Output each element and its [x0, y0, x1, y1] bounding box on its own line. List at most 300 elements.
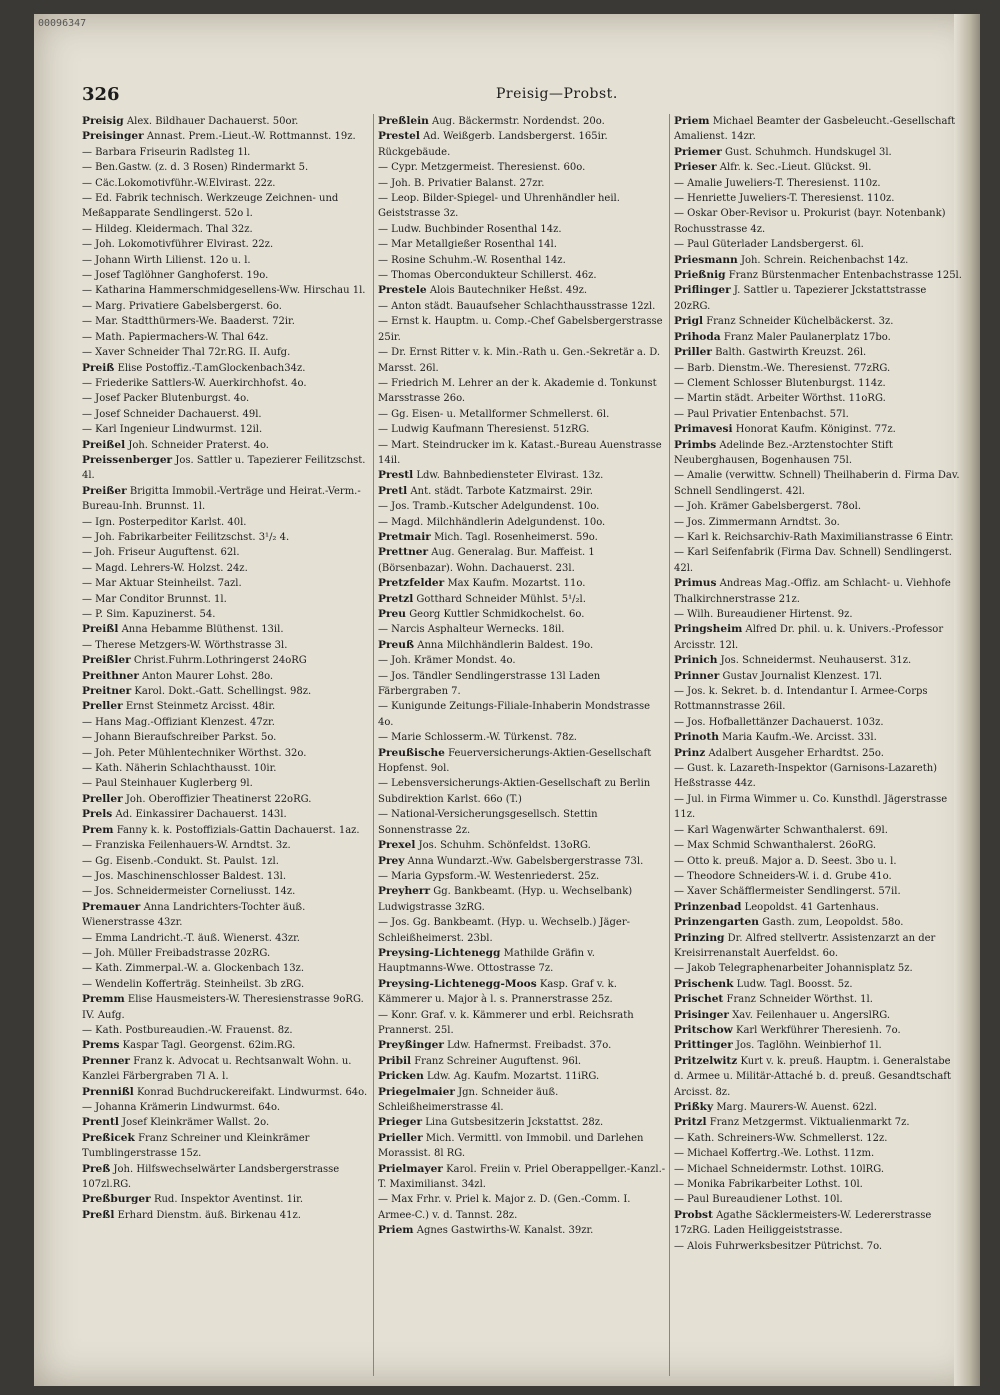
entry-text: — Monika Fabrikarbeiter Lothst. 10l. — [674, 1179, 863, 1191]
entry-text: — Gust. k. Lazareth-Inspektor (Garnisons-Lazareth) Heßstrasse 44z. — [674, 763, 938, 790]
entry-text: Gg. Bankbeamt. (Hyp. u. Wechselbank) Ludwigstrasse 3zRG. — [378, 886, 633, 913]
entry-text: — Karl k. Reichsarchiv-Rath Maximilianstrasse 6 Eintr. — [674, 531, 954, 543]
entry-surname: Priller — [674, 346, 712, 359]
directory-entry — [82, 484, 370, 515]
directory-entry — [378, 176, 666, 191]
directory-entry — [378, 283, 666, 298]
directory-entry — [674, 1008, 962, 1023]
entry-text: — Mar Conditor Brunnst. 1l. — [82, 593, 227, 605]
entry-surname: Prischenk — [674, 977, 734, 990]
entry-surname: Preß — [82, 1162, 111, 1175]
directory-entry — [378, 946, 666, 977]
entry-text: — Gg. Eisen- u. Metallformer Schmellerst. 6l. — [378, 408, 610, 420]
directory-entry — [378, 253, 666, 268]
entry-text: — Cäc.Lokomotivführ.-W.Elvirast. 22z. — [82, 177, 276, 189]
entry-surname: Prinzenbad — [674, 900, 742, 913]
entry-text: Karl Werkführer Theresienh. 7o. — [735, 1024, 901, 1036]
entry-surname: Pretl — [378, 484, 408, 497]
entry-text: Jos. Schuhm. Schönfeldst. 13oRG. — [418, 840, 591, 852]
entry-surname: Priemer — [674, 145, 722, 158]
entry-text: Franz Metzgermst. Viktualienmarkt 7z. — [709, 1117, 910, 1129]
entry-text: Ant. städt. Tarbote Katzmairst. 29ir. — [410, 485, 593, 497]
column-divider — [373, 114, 374, 1376]
entry-text: Kaspar Tagl. Georgenst. 62im.RG. — [122, 1040, 296, 1052]
column-middle — [378, 114, 666, 1376]
entry-text: — Wilh. Bureaudiener Hirtenst. 9z. — [674, 609, 853, 620]
entry-text: Maria Kaufm.-We. Arcisst. 33l. — [722, 732, 877, 744]
entry-text: — Narcis Asphalteur Wernecks. 18il. — [378, 624, 565, 636]
entry-text: Franz Schneider Küchelbäckerst. 3z. — [706, 316, 894, 328]
entry-surname: Prischet — [674, 993, 724, 1006]
entry-text: Ldw. Hafnermst. Freibadst. 37o. — [447, 1040, 612, 1052]
entry-text: — Ben.Gastw. (z. d. 3 Rosen) Rindermarkt 5. — [82, 162, 309, 174]
entry-surname: Premm — [82, 993, 125, 1006]
entry-surname: Pretzfelder — [378, 577, 445, 590]
entry-text: — Jos. Schneidermeister Corneliusst. 14z. — [82, 886, 296, 898]
entry-text: — Martin städt. Arbeiter Wörthst. 11oRG. — [674, 393, 886, 405]
entry-text: — Otto k. preuß. Major a. D. Seest. 3bo u. l. — [674, 855, 897, 867]
directory-entry — [674, 1146, 962, 1161]
directory-entry — [674, 1177, 962, 1192]
entry-text: — Jos. Zimmermann Arndtst. 3o. — [674, 516, 840, 528]
entry-text: — Jos. Tramb.-Kutscher Adelgundenst. 10o. — [378, 501, 600, 513]
directory-entry — [82, 622, 370, 637]
entry-surname: Preßicek — [82, 1131, 135, 1144]
directory-entry — [378, 1008, 666, 1039]
directory-entry — [82, 191, 370, 222]
entry-text: Joh. Schneider Praterst. 4o. — [128, 439, 269, 451]
entry-text: Anna Hebamme Blüthenst. 13il. — [121, 624, 284, 636]
entry-text: Michael Beamter der Gasbeleucht.-Gesellschaft Amalienst. 14zr. — [674, 116, 956, 143]
entry-surname: Prentl — [82, 1116, 119, 1129]
directory-entry — [82, 330, 370, 345]
entry-text: — Therese Metzgers-W. Wörthstrasse 3l. — [82, 639, 288, 651]
directory-entry — [674, 1100, 962, 1115]
directory-entry — [674, 684, 962, 715]
entry-surname: Preller — [82, 792, 123, 805]
entry-text: — Dr. Ernst Ritter v. k. Min.-Rath u. Gen.-Sekretär a. D. Marsst. 26l. — [378, 347, 661, 374]
directory-entry — [378, 607, 666, 622]
entry-text: Alex. Bildhauer Dachauerst. 50or. — [126, 116, 299, 127]
entry-text: Balth. Gastwirth Kreuzst. 26l. — [715, 347, 867, 359]
entry-text: Karol. Dokt.-Gatt. Schellingst. 98z. — [134, 686, 312, 698]
directory-entry — [674, 499, 962, 514]
entry-text: Anna Wundarzt.-Ww. Gabelsbergerstrasse 73l. — [407, 855, 644, 867]
directory-entry — [674, 792, 962, 823]
directory-entry — [82, 884, 370, 899]
directory-entry — [674, 314, 962, 329]
directory-entry — [674, 746, 962, 761]
entry-surname: Prielmayer — [378, 1162, 443, 1175]
directory-entry — [82, 1115, 370, 1130]
entry-text: — Jos. Gg. Bankbeamt. (Hyp. u. Wechselb.) Jäger-Schleißheimerst. 23bl. — [378, 917, 631, 944]
entry-text: Karol. Freiin v. Priel Oberappellger.-Kanzl.-T. Maximilianst. 34zl. — [378, 1163, 666, 1191]
entry-surname: Prexel — [378, 839, 416, 852]
directory-entry — [674, 961, 962, 976]
entry-text: — Joh. Krämer Gabelsbergerst. 78ol. — [674, 501, 862, 513]
entry-text: Gustav Journalist Klenzest. 17l. — [722, 670, 883, 682]
entry-text: — Max Schmid Schwanthalerst. 26oRG. — [674, 840, 877, 852]
directory-entry — [378, 1192, 666, 1223]
directory-entry — [82, 684, 370, 699]
entry-text: Ad. Weißgerb. Landsbergerst. 165ir. Rückgebäude. — [378, 131, 608, 158]
entry-text: Aug. Bäckermstr. Nordendst. 20o. — [432, 116, 605, 127]
entry-text: — Josef Taglöhner Ganghoferst. 19o. — [82, 270, 269, 282]
directory-entry — [674, 1115, 962, 1130]
entry-text: — Hildeg. Kleidermach. Thal 32z. — [82, 223, 253, 235]
directory-page — [34, 14, 980, 1386]
directory-entry — [378, 499, 666, 514]
entry-text: Jos. Sattler u. Tapezierer Feilitzschst. 4l. — [82, 454, 366, 482]
page-number: 326 — [82, 84, 120, 105]
directory-entry — [82, 869, 370, 884]
directory-entry — [674, 391, 962, 406]
entry-text: — Anton städt. Bauaufseher Schlachthausstrasse 12zl. — [378, 300, 656, 312]
entry-surname: Preuß — [378, 638, 415, 651]
directory-entry — [82, 746, 370, 761]
entry-surname: Preißl — [82, 623, 119, 636]
entry-surname: Prinz — [674, 746, 706, 759]
entry-text: — Barbara Friseurin Radlsteg 1l. — [82, 146, 251, 158]
directory-entry — [82, 730, 370, 745]
directory-entry — [82, 653, 370, 668]
entry-text: — Konr. Graf. v. k. Kämmerer und erbl. Reichsrath Prannerst. 25l. — [378, 1009, 634, 1036]
column-left — [82, 114, 370, 1376]
entry-text: — Emma Landricht.-T. äuß. Wienerst. 43zr. — [82, 932, 300, 944]
directory-entry — [674, 422, 962, 437]
entry-text: Ernst Steinmetz Arcisst. 48ir. — [125, 701, 276, 713]
entry-surname: Probst — [674, 1208, 713, 1221]
entry-surname: Prieser — [674, 161, 717, 174]
entry-text: Ldw. Ag. Kaufm. Mozartst. 11iRG. — [427, 1071, 600, 1083]
directory-entry — [82, 561, 370, 576]
entry-text: Christ.Fuhrm.Lothringerst 24oRG — [133, 655, 307, 667]
entry-surname: Preitner — [82, 685, 132, 698]
entry-text: Gotthard Schneider Mühlst. 5¹/₂l. — [416, 593, 586, 605]
directory-entry — [82, 222, 370, 237]
directory-entry — [674, 915, 962, 930]
directory-entry — [674, 176, 962, 191]
entry-text: — Mar Metallgießer Rosenthal 14l. — [378, 239, 557, 251]
directory-entry — [674, 515, 962, 530]
directory-entry — [674, 330, 962, 345]
entry-surname: Prinner — [674, 669, 720, 682]
column-right — [674, 114, 962, 1376]
entry-surname: Prestele — [378, 284, 427, 297]
entry-surname: Preißel — [82, 438, 126, 451]
entry-text: — Paul Bureaudiener Lothst. 10l. — [674, 1194, 843, 1206]
entry-text: — Thomas Obercondukteur Schillerst. 46z. — [378, 270, 597, 282]
directory-entry — [674, 145, 962, 160]
directory-entry — [82, 530, 370, 545]
directory-entry — [82, 114, 370, 129]
directory-entry — [82, 145, 370, 160]
directory-entry — [674, 237, 962, 252]
entry-text: — Leop. Bilder-Spiegel- und Uhrenhändler heil. Geiststrasse 3z. — [378, 193, 620, 220]
running-head: Preisig—Probst. — [496, 86, 618, 102]
directory-entry — [674, 545, 962, 576]
entry-text: — Amalie Juweliers-T. Theresienst. 110z. — [674, 177, 881, 189]
directory-entry — [378, 776, 666, 807]
directory-entry — [674, 761, 962, 792]
directory-entry — [674, 345, 962, 360]
directory-entry — [378, 1131, 666, 1162]
directory-entry — [82, 1023, 370, 1038]
directory-entry — [378, 422, 666, 437]
entry-text: — Jos. k. Sekret. b. d. Intendantur I. Armee-Corps Rottmannstrasse 26il. — [674, 686, 928, 713]
entry-surname: Primbs — [674, 438, 717, 451]
entry-surname: Preysing-Lichtenegg — [378, 946, 501, 959]
entry-surname: Prem — [82, 823, 114, 836]
entry-text: — Katharina Hammerschmidgesellens-Ww. Hirschau 1l. — [82, 285, 366, 297]
entry-surname: Pritzl — [674, 1116, 707, 1129]
entry-surname: Preyßinger — [378, 1039, 444, 1052]
entry-text: Feuerversicherungs-Aktien-Gesellschaft Hopfenst. 9ol. — [378, 747, 652, 775]
directory-entry — [674, 622, 962, 653]
entry-text: — Gg. Eisenb.-Condukt. St. Paulst. 1zl. — [82, 855, 279, 867]
directory-entry — [378, 977, 666, 1008]
directory-entry — [378, 268, 666, 283]
directory-entry — [378, 1223, 666, 1238]
entry-text: Agathe Säcklermeisters-W. Ledererstrasse 17zRG. Laden Heiliggeiststrasse. — [674, 1209, 932, 1237]
entry-text: — Magd. Lehrers-W. Holzst. 24z. — [82, 562, 248, 574]
entry-surname: Prittinger — [674, 1039, 733, 1052]
entry-text: — Joh. B. Privatier Balanst. 27zr. — [378, 177, 545, 189]
entry-text: Jos. Schneidermst. Neuhauserst. 31z. — [720, 655, 912, 667]
entry-text: Gasth. zum, Leopoldst. 58o. — [762, 917, 904, 929]
entry-surname: Prieger — [378, 1116, 423, 1129]
entry-text: — Henriette Juweliers-T. Theresienst. 110z. — [674, 193, 895, 205]
entry-text: — Ludwig Kaufmann Theresienst. 51zRG. — [378, 424, 590, 436]
entry-text: — Kunigunde Zeitungs-Filiale-Inhaberin Mondstrasse 4o. — [378, 701, 651, 728]
entry-text: Elise Hausmeisters-W. Theresienstrasse 9oRG. IV. Aufg. — [82, 994, 364, 1021]
entry-text: — Karl Wagenwärter Schwanthalerst. 69l. — [674, 824, 888, 836]
entry-text: — Johann Wirth Lilienst. 12o u. l. — [82, 254, 251, 266]
directory-entry — [674, 268, 962, 283]
directory-entry — [82, 823, 370, 838]
directory-entry — [378, 854, 666, 869]
entry-surname: Pritzelwitz — [674, 1054, 738, 1067]
directory-entry — [378, 468, 666, 483]
directory-entry — [82, 268, 370, 283]
entry-surname: Prestel — [378, 130, 420, 143]
directory-entry — [674, 1023, 962, 1038]
entry-text: — Lebensversicherungs-Aktien-Gesellschaft zu Berlin Subdirektion Karlst. 66o (T.) — [378, 778, 651, 805]
entry-text: — Karl Seifenfabrik (Firma Dav. Schnell) Sendlingerst. 42l. — [674, 547, 952, 574]
entry-text: Ldw. Bahnbediensteter Elvirast. 13z. — [416, 470, 604, 482]
entry-text: Adelinde Bez.-Arztenstochter Stift Neuberghausen, Bogenhausen 75l. — [674, 439, 893, 466]
directory-entry — [674, 653, 962, 668]
entry-surname: Pribil — [378, 1054, 412, 1067]
directory-entry — [378, 515, 666, 530]
entry-text: Alfr. k. Sec.-Lieut. Glückst. 9l. — [719, 162, 872, 174]
directory-entry — [674, 884, 962, 899]
entry-surname: Prenner — [82, 1054, 131, 1067]
directory-entry — [674, 823, 962, 838]
entry-text: Gust. Schuhmch. Hundskugel 3l. — [725, 146, 892, 158]
directory-entry — [378, 438, 666, 469]
entry-surname: Preller — [82, 700, 123, 713]
directory-entry — [378, 699, 666, 730]
entry-surname: Preyherr — [378, 885, 431, 898]
entry-text: — Joh. Fabrikarbeiter Feilitzschst. 3¹/₂ 4. — [82, 531, 290, 543]
entry-surname: Pretzl — [378, 592, 414, 605]
entry-text: Joh. Oberoffizier Theatinerst 22oRG. — [125, 793, 312, 805]
entry-text: Alois Bautechniker Heßst. 49z. — [429, 285, 588, 297]
entry-surname: Prieller — [378, 1131, 423, 1144]
directory-entry — [378, 915, 666, 946]
entry-surname: Preißler — [82, 654, 131, 667]
entry-text: Agnes Gastwirths-W. Kanalst. 39zr. — [416, 1225, 594, 1237]
entry-text: Mathilde Gräfin v. Hauptmanns-Wwe. Ottostrasse 7z. — [378, 947, 595, 975]
directory-entry — [674, 730, 962, 745]
directory-entry — [674, 1208, 962, 1239]
entry-surname: Prey — [378, 854, 405, 867]
entry-text: — Michael Schneidermstr. Lothst. 10lRG. — [674, 1163, 885, 1175]
entry-surname: Prinzing — [674, 931, 725, 944]
directory-entry — [82, 314, 370, 329]
directory-entry — [82, 299, 370, 314]
entry-surname: Preußische — [378, 746, 445, 759]
directory-entry — [378, 669, 666, 700]
directory-entry — [82, 792, 370, 807]
directory-entry — [82, 961, 370, 976]
entry-text: Kurt v. k. preuß. Hauptm. i. Generalstabe d. Armee u. Militär-Attaché b. d. preuß. Gesandtschaft Arcisst. 8z. — [674, 1055, 952, 1098]
directory-entry — [378, 376, 666, 407]
entry-text: — Max Frhr. v. Priel k. Major z. D. (Gen.-Comm. I. Armee-C.) v. d. Tannst. 28z. — [378, 1194, 631, 1221]
entry-text: Franz Schreiner und Kleinkrämer Tumblingerstrasse 15z. — [82, 1132, 310, 1160]
entry-text: Fanny k. k. Postoffizials-Gattin Dachauerst. 1az. — [116, 824, 360, 836]
entry-surname: Primus — [674, 577, 717, 590]
entry-text: Marg. Maurers-W. Auenst. 62zl. — [716, 1102, 877, 1113]
entry-text: — Paul Privatier Entenbachst. 57l. — [674, 408, 849, 420]
directory-entry — [82, 900, 370, 931]
entry-text: Franz Schreiner Auguftenst. 96l. — [414, 1055, 582, 1067]
entry-surname: Prißky — [674, 1101, 714, 1113]
entry-surname: Preßlein — [378, 115, 429, 127]
directory-entry — [674, 468, 962, 499]
entry-text: — Joh. Lokomotivführer Elvirast. 22z. — [82, 239, 274, 251]
entry-text: — Johanna Krämerin Lindwurmst. 64o. — [82, 1102, 281, 1113]
entry-surname: Primavesi — [674, 423, 733, 436]
entry-surname: Priem — [674, 115, 710, 127]
entry-text: — Wendelin Kofferträg. Steinheilst. 3b zRG. — [82, 978, 305, 990]
directory-entry — [378, 1085, 666, 1116]
entry-text: — Magd. Milchhändlerin Adelgundenst. 10o. — [378, 516, 606, 528]
directory-entry — [674, 376, 962, 391]
directory-entry — [82, 407, 370, 422]
entry-text: — Joh. Müller Freibadstrasse 20zRG. — [82, 947, 271, 959]
entry-text: Annast. Prem.-Lieut.-W. Rottmannst. 19z. — [146, 131, 356, 143]
directory-entry — [674, 715, 962, 730]
entry-text: Erhard Dienstm. äuß. Birkenau 41z. — [117, 1209, 301, 1221]
entry-text: Mich. Tagl. Rosenheimerst. 59o. — [434, 531, 598, 543]
entry-text: — Friederike Sattlers-W. Auerkirchhofst. 4o. — [82, 377, 307, 389]
entry-surname: Pritschow — [674, 1023, 733, 1036]
directory-entry — [674, 992, 962, 1007]
directory-entry — [82, 992, 370, 1023]
directory-entry — [82, 1054, 370, 1085]
directory-entry — [378, 345, 666, 376]
entry-text: — Friedrich M. Lehrer an der k. Akademie d. Tonkunst Marsstrasse 26o. — [378, 377, 657, 405]
directory-entry — [82, 576, 370, 591]
directory-entry — [82, 854, 370, 869]
directory-entry — [378, 129, 666, 160]
entry-text: Max Kaufm. Mozartst. 11o. — [447, 578, 586, 590]
directory-entry — [674, 1162, 962, 1177]
directory-entry — [82, 129, 370, 144]
entry-surname: Prestl — [378, 469, 414, 482]
entry-text: Andreas Mag.-Offiz. am Schlacht- u. Viehhofe Thalkirchnerstrasse 21z. — [674, 578, 951, 605]
entry-text: — Theodore Schneiders-W. i. d. Grube 41o. — [674, 870, 892, 882]
directory-entry — [378, 1038, 666, 1053]
directory-entry — [82, 1085, 370, 1100]
entry-text: — Cypr. Metzgermeist. Theresienst. 60o. — [378, 162, 586, 174]
directory-entry — [378, 1115, 666, 1130]
directory-entry — [82, 638, 370, 653]
entry-surname: Prinich — [674, 654, 718, 667]
directory-entry — [82, 1131, 370, 1162]
directory-entry — [82, 931, 370, 946]
entry-text: — Clement Schlosser Blutenburgst. 114z. — [674, 377, 886, 389]
entry-text: Rud. Inspektor Aventinst. 1ir. — [153, 1194, 303, 1206]
column-divider — [669, 114, 670, 1376]
entry-text: — Rosine Schuhm.-W. Rosenthal 14z. — [378, 254, 566, 266]
entry-surname: Preißer — [82, 484, 127, 497]
entry-text: — Josef Schneider Dachauerst. 49l. — [82, 408, 262, 420]
entry-text: Brigitta Immobil.-Verträge und Heirat.-Verm.-Bureau-Inh. Brunnst. 1l. — [82, 485, 361, 513]
directory-entry — [82, 761, 370, 776]
entry-text: — Paul Güterlader Landsbergerst. 6l. — [674, 239, 864, 251]
directory-entry — [674, 607, 962, 622]
directory-entry — [378, 730, 666, 745]
entry-text: — Math. Papiermachers-W. Thal 64z. — [82, 331, 269, 343]
entry-text: Dr. Alfred stellvertr. Assistenzarzt an der Kreisirrenanstalt Auerfeldst. 6o. — [674, 932, 936, 959]
entry-surname: Prels — [82, 808, 113, 821]
entry-text: — Josef Packer Blutenburgst. 4o. — [82, 393, 250, 405]
entry-text: — Barb. Dienstm.-We. Theresienst. 77zRG. — [674, 362, 891, 374]
entry-text: — Xaver Schneider Thal 72r.RG. II. Aufg. — [82, 347, 291, 359]
entry-text: — P. Sim. Kapuzinerst. 54. — [82, 609, 216, 620]
directory-entry — [82, 592, 370, 607]
directory-entry — [82, 838, 370, 853]
entry-text: — Jul. in Firma Wimmer u. Co. Kunsthdl. Jägerstrasse 11z. — [674, 793, 948, 821]
entry-text: Leopoldst. 41 Gartenhaus. — [744, 901, 879, 913]
directory-entry — [674, 283, 962, 314]
directory-entry — [82, 422, 370, 437]
entry-text: J. Sattler u. Tapezierer Jckstattstrasse 20zRG. — [674, 285, 927, 312]
directory-entry — [674, 1038, 962, 1053]
entry-text: Joh. Schrein. Reichenbachst 14z. — [740, 254, 909, 266]
directory-entry — [82, 807, 370, 822]
directory-entry — [82, 515, 370, 530]
entry-surname: Premauer — [82, 900, 141, 913]
entry-text: — National-Versicherungsgesellsch. Stettin Sonnenstrasse 2z. — [378, 809, 598, 836]
entry-surname: Preßl — [82, 1208, 115, 1221]
directory-entry — [82, 237, 370, 252]
entry-text: — Jos. Tändler Sendlingerstrasse 13l Laden Färbergraben 7. — [378, 670, 601, 698]
directory-entry — [82, 391, 370, 406]
entry-text: Anna Milchhändlerin Baldest. 19o. — [417, 639, 594, 651]
directory-entry — [82, 453, 370, 484]
entry-surname: Preissenberger — [82, 453, 173, 466]
directory-entry — [378, 576, 666, 591]
directory-entry — [674, 977, 962, 992]
entry-text: Anna Landrichters-Tochter äuß. Wienerstrasse 43zr. — [82, 901, 306, 929]
entry-text: — Jakob Telegraphenarbeiter Johannisplatz 5z. — [674, 963, 913, 975]
directory-entry — [674, 361, 962, 376]
entry-text: — Marie Schlosserm.-W. Türkenst. 78z. — [378, 732, 577, 744]
